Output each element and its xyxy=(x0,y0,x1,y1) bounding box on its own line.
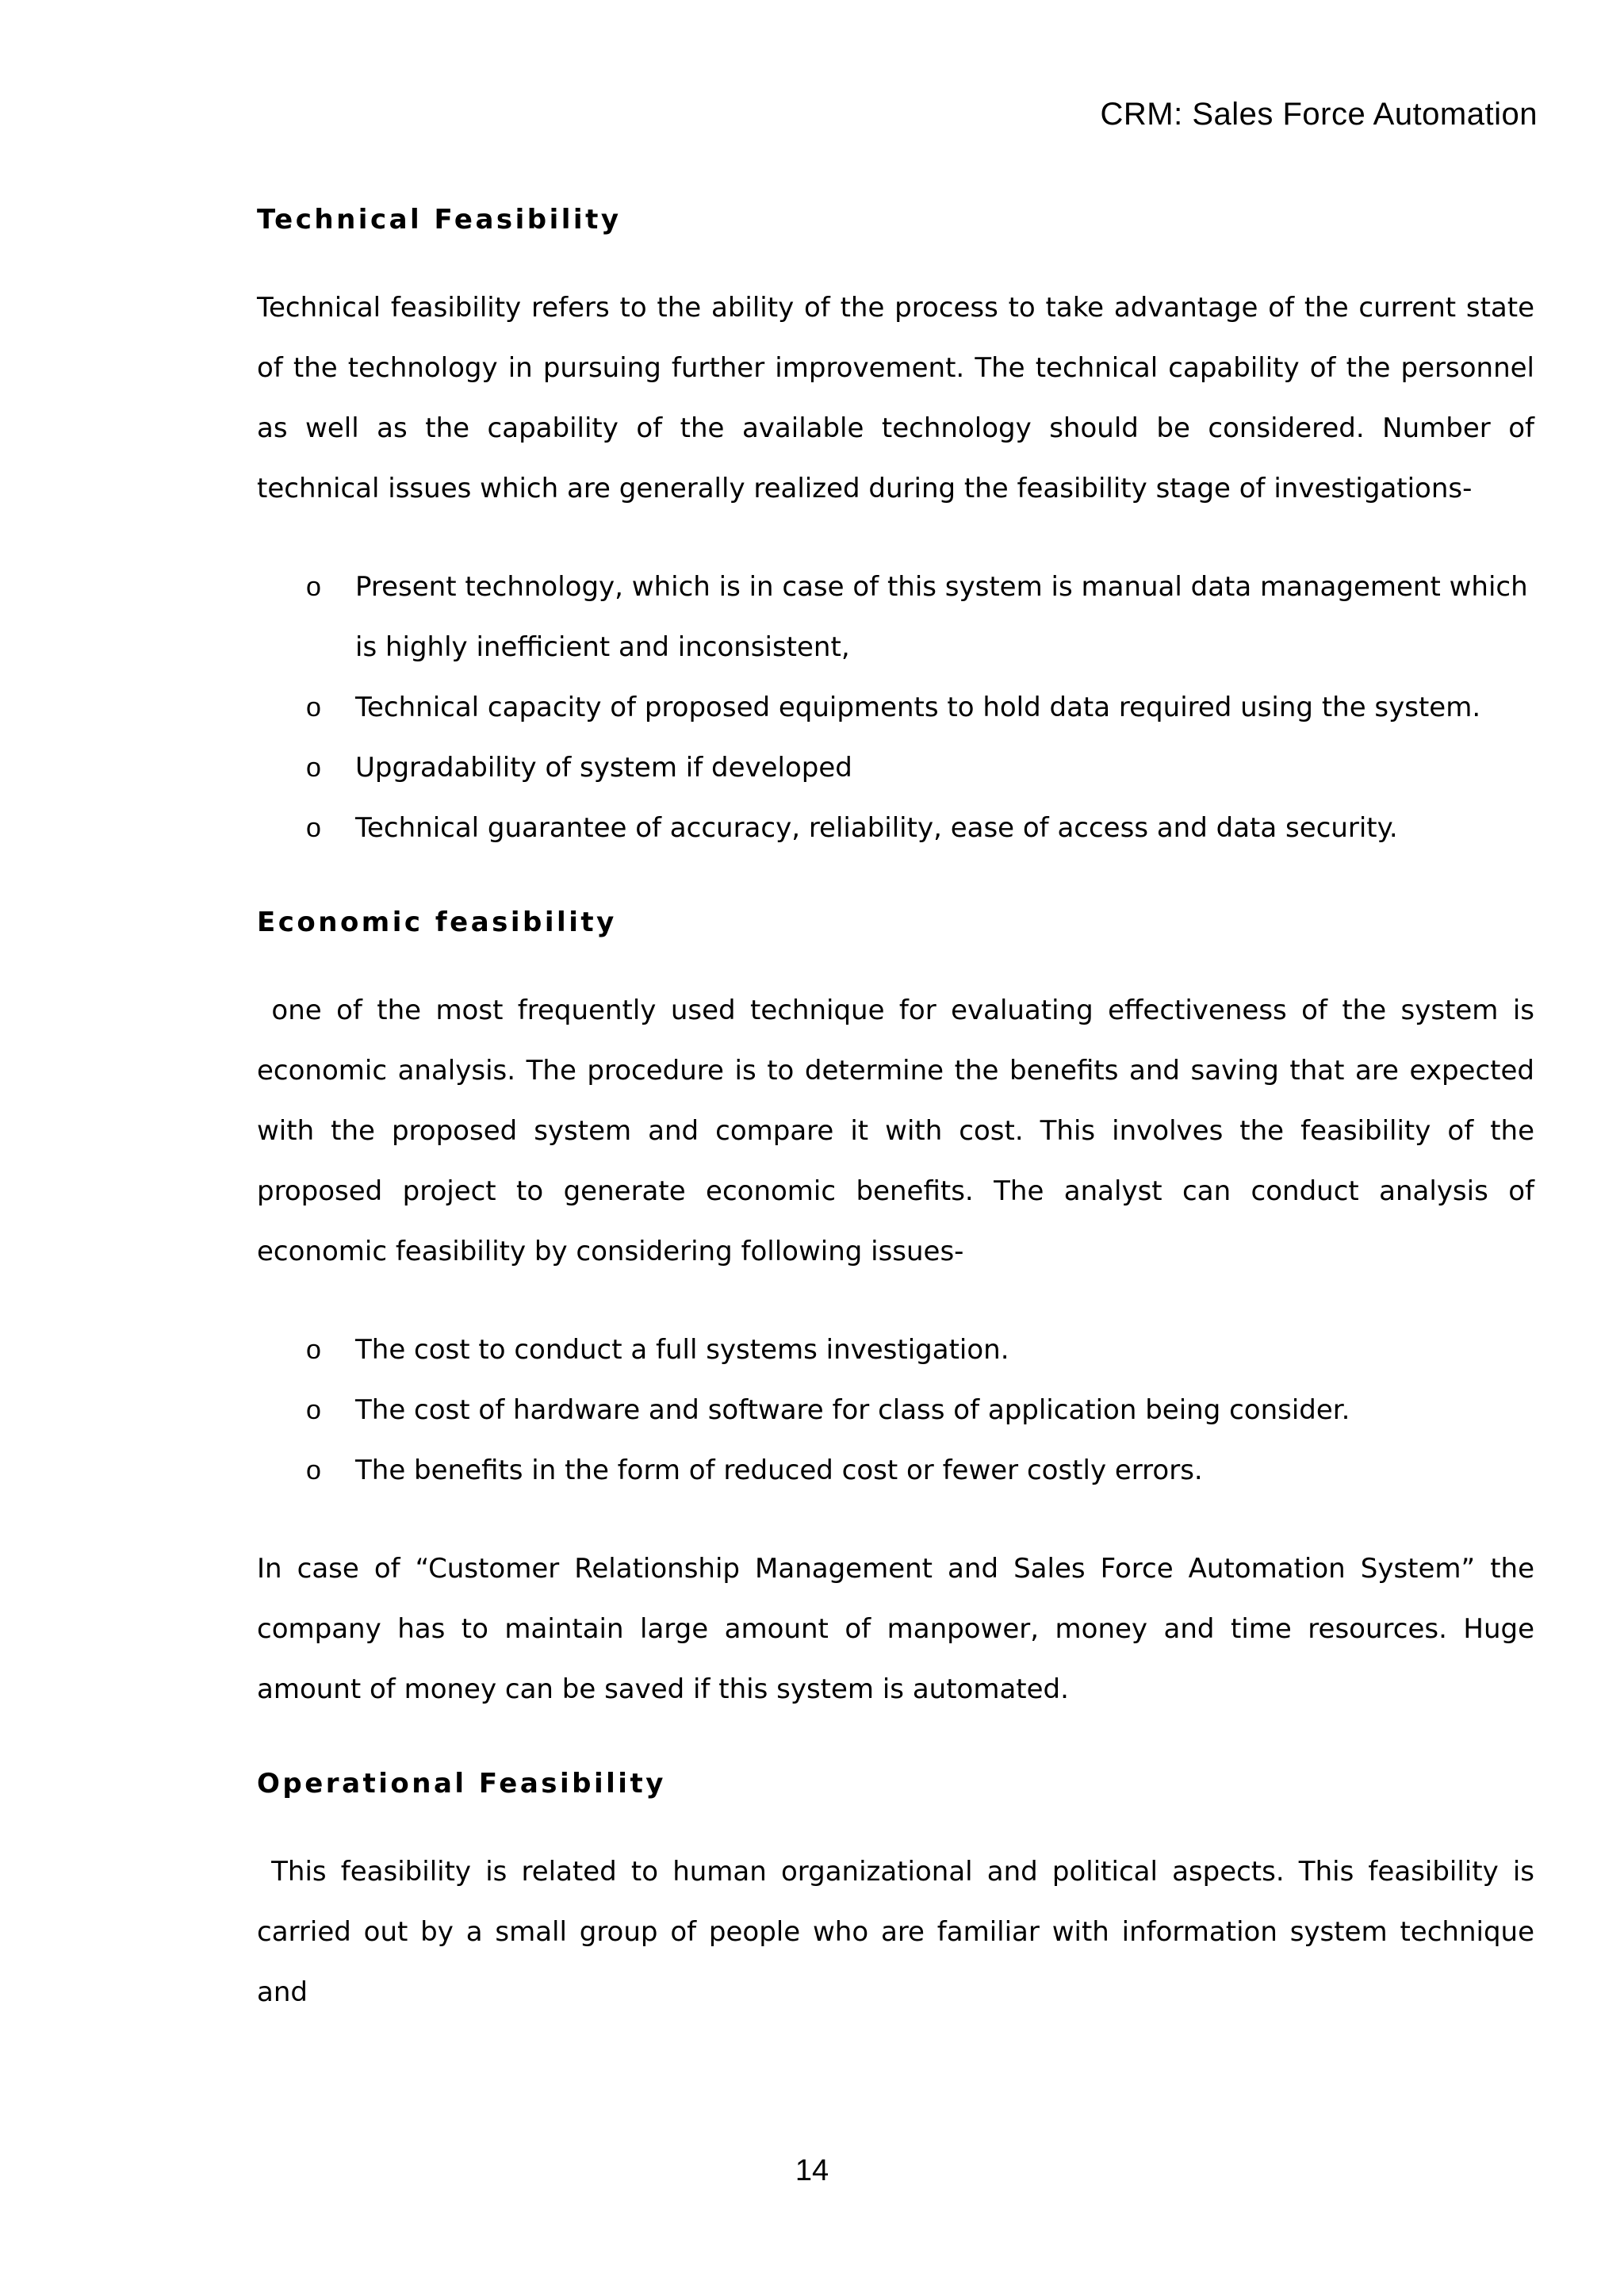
bullet-marker: o xyxy=(306,753,321,783)
list-item-text: Technical capacity of proposed equipments to hold data required using the system. xyxy=(355,692,1481,723)
economic-issues-list xyxy=(257,1320,1534,1501)
list-item xyxy=(257,738,1534,798)
list-item-text: Present technology, which is in case of this system is manual data management which is highly inefficient and inconsistent, xyxy=(355,571,1528,663)
technical-feasibility-paragraph: Technical feasibility refers to the ability of the process to take advantage of the current state of the technology in pursuing further improvement. The technical capability of the personnel as well as the capability of the available technology should be considered. Number of technical issues which are generally realized during the feasibility stage of investigations- xyxy=(257,292,1534,504)
bullet-marker: o xyxy=(306,1395,321,1425)
list-item xyxy=(257,677,1534,738)
list-item xyxy=(257,798,1534,858)
operational-feasibility-paragraph: This feasibility is related to human organizational and political aspects. This feasibility is carried out by a small group of people who are familiar with information system technique and xyxy=(257,1856,1543,2008)
list-item xyxy=(257,557,1534,677)
operational-feasibility-heading: Operational Feasibility xyxy=(257,1768,666,1800)
bullet-marker: o xyxy=(306,1335,321,1365)
technical-feasibility-section xyxy=(257,194,1534,858)
economic-closing-paragraph: In case of “Customer Relationship Management and Sales Force Automation System” the company has to maintain large amount of manpower, money and time resources. Huge amount of money can be saved if this system is automated. xyxy=(257,1553,1534,1705)
running-header: CRM: Sales Force Automation xyxy=(1100,97,1538,132)
list-item-text: Upgradability of system if developed xyxy=(355,752,852,784)
list-item xyxy=(257,1380,1534,1440)
economic-feasibility-section xyxy=(257,896,1543,1719)
list-item-text: The cost to conduct a full systems investigation. xyxy=(355,1334,1009,1366)
technical-issues-list xyxy=(257,557,1534,858)
bullet-marker: o xyxy=(306,1455,321,1485)
technical-feasibility-heading: Technical Feasibility xyxy=(257,204,622,236)
list-item xyxy=(257,1320,1534,1380)
bullet-marker: o xyxy=(306,572,321,602)
list-item xyxy=(257,1440,1534,1501)
bullet-marker: o xyxy=(306,813,321,843)
list-item-text: Technical guarantee of accuracy, reliability, ease of access and data security. xyxy=(355,812,1398,844)
list-item-text: The benefits in the form of reduced cost or fewer costly errors. xyxy=(355,1455,1203,1486)
document-body xyxy=(257,194,1543,2022)
list-item-text: The cost of hardware and software for class of application being consider. xyxy=(355,1394,1350,1426)
page-number: 14 xyxy=(795,2154,829,2187)
operational-feasibility-section xyxy=(257,1757,1543,2022)
economic-feasibility-heading: Economic feasibility xyxy=(257,907,617,938)
economic-feasibility-paragraph: one of the most frequently used technique for evaluating effectiveness of the system is economic analysis. The procedure is to determine the benefits and saving that are expected with the proposed system and compare it with cost. This involves the feasibility of the proposed project to generate economic benefits. The analyst can conduct analysis of economic feasibility by considering following issues- xyxy=(257,995,1543,1267)
bullet-marker: o xyxy=(306,692,321,723)
